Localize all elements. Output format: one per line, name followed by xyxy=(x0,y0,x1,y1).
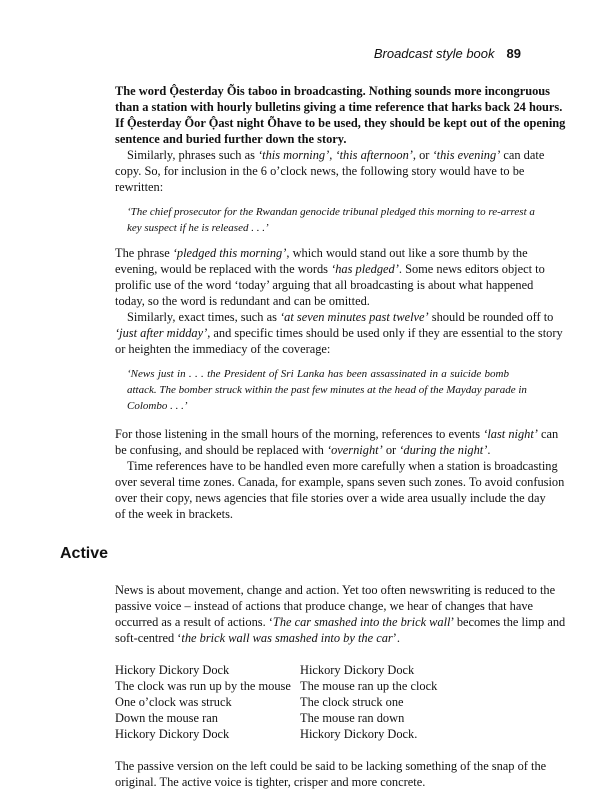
bold-paragraph xyxy=(115,83,566,147)
text: , xyxy=(329,148,336,162)
paragraph xyxy=(115,758,547,790)
text: Time references have to be handled even more carefully when a station is broadcasting xyxy=(127,459,558,473)
text-line xyxy=(115,758,547,774)
text: over their copy, news agencies that file stories over a wide area usually include the day xyxy=(115,491,546,505)
text: occurred as a result of actions. ‘ xyxy=(115,615,273,629)
block-quote xyxy=(115,204,535,236)
text-line xyxy=(115,115,566,131)
poem-line-passive: One o’clock was struck xyxy=(115,695,232,709)
text: News is about movement, change and action. Yet too often newswriting is reduced to the xyxy=(115,583,556,597)
paragraph xyxy=(115,426,565,522)
text: . xyxy=(487,443,491,457)
italic-text: ‘has pledged’ xyxy=(331,262,399,276)
poem-comparison xyxy=(115,662,521,742)
text-line xyxy=(115,163,525,179)
text-line xyxy=(127,366,509,382)
poem-active-column xyxy=(300,662,485,742)
poem-line-active: The mouse ran down xyxy=(300,711,405,725)
text-line xyxy=(115,277,534,293)
italic-text: ‘this morning’ xyxy=(258,148,330,162)
text-line xyxy=(115,99,563,115)
text: , and specific times should be used only if they are essential to the story xyxy=(207,326,563,340)
poem-line-passive: The clock was run up by the mouse xyxy=(115,679,291,693)
text: Colombo . . .’ xyxy=(127,400,188,412)
text: ‘News just in . . . the President of Sri Lanka has been assassinated in a suicide bomb xyxy=(127,368,509,380)
text: For those listening in the small hours of the morning, references to events xyxy=(115,427,484,441)
text: ’ becomes the limp and xyxy=(450,615,566,629)
text: or xyxy=(382,443,400,457)
text: soft-centred ‘ xyxy=(115,631,182,645)
text: copy. So, for inclusion in the 6 o’clock news, the following story would have to be xyxy=(115,164,525,178)
text-line xyxy=(115,614,566,630)
text-line xyxy=(115,474,565,490)
text: can xyxy=(537,427,559,441)
text-line xyxy=(115,245,528,261)
text: Similarly, exact times, such as xyxy=(127,310,281,324)
text-line xyxy=(115,426,559,442)
italic-text: ‘overnight’ xyxy=(326,443,383,457)
block-quote xyxy=(115,366,527,414)
poem-passive-column xyxy=(115,662,300,742)
italic-text: ‘this afternoon’ xyxy=(335,148,413,162)
poem-line-active: The mouse ran up the clock xyxy=(300,679,438,693)
text: If Ộesterday Õor Ộast night Õhave to be used, they should be kept out of the opening xyxy=(115,116,566,130)
text: sentence and buried further down the story. xyxy=(115,132,347,146)
italic-text: ‘just after midday’ xyxy=(115,326,208,340)
text: ’. xyxy=(392,631,400,645)
text-line xyxy=(115,630,521,646)
text: The phrase xyxy=(115,246,173,260)
italic-text: The car smashed into the brick wall xyxy=(272,615,451,629)
text-line xyxy=(115,131,521,147)
paragraph xyxy=(115,147,545,195)
text-line xyxy=(115,490,546,506)
text-line xyxy=(115,293,521,309)
text-line xyxy=(115,506,521,522)
text-line xyxy=(115,83,550,99)
text-line xyxy=(115,325,563,341)
text: , which would stand out like a sore thumb by the xyxy=(286,246,528,260)
italic-text: ‘last night’ xyxy=(483,427,538,441)
text: , or xyxy=(412,148,433,162)
text-line xyxy=(115,442,521,458)
italic-text: ‘pledged this morning’ xyxy=(172,246,287,260)
paragraph xyxy=(115,245,563,357)
paragraph xyxy=(115,582,566,646)
section-time-references xyxy=(115,83,566,522)
running-header xyxy=(374,46,521,61)
text-line xyxy=(115,309,554,325)
text: . Some news editors object to xyxy=(398,262,545,276)
text: or heighten the immediacy of the coverage: xyxy=(115,342,331,356)
text-line xyxy=(115,774,521,790)
page-number: 89 xyxy=(506,46,521,61)
section-active xyxy=(115,582,566,790)
text: Similarly, phrases such as xyxy=(127,148,258,162)
text: attack. The bomber struck within the past few minutes at the head of the Mayday parade in xyxy=(127,384,527,396)
text-line xyxy=(115,598,534,614)
poem-line-passive: Hickory Dickory Dock xyxy=(115,663,230,677)
italic-text: ‘during the night’ xyxy=(399,443,488,457)
text: be confusing, and should be replaced with xyxy=(115,443,327,457)
running-header-title: Broadcast style book xyxy=(373,46,495,61)
text-line xyxy=(115,147,545,163)
poem-line-active: Hickory Dickory Dock xyxy=(300,663,415,677)
text-line xyxy=(115,458,558,474)
text: of the week in brackets. xyxy=(115,507,234,521)
text: than a station with hourly bulletins giving a time reference that harks back 24 hours. xyxy=(115,100,563,114)
text-line xyxy=(115,341,521,357)
italic-text: ‘at seven minutes past twelve’ xyxy=(280,310,429,324)
poem-line-active: The clock struck one xyxy=(300,695,404,709)
text-line xyxy=(127,204,535,220)
text: can date xyxy=(500,148,545,162)
text: rewritten: xyxy=(115,180,164,194)
text: evening, would be replaced with the words xyxy=(115,262,332,276)
text: The word Ộesterday Õis taboo in broadcasting. Nothing sounds more incongruous xyxy=(115,84,550,98)
section-heading-active: Active xyxy=(60,545,109,562)
text-line xyxy=(115,261,545,277)
text: passive voice – instead of actions that produce change, we hear of changes that have xyxy=(115,599,534,613)
italic-text: ‘this evening’ xyxy=(432,148,501,162)
text: key suspect if he is released . . .’ xyxy=(127,222,269,234)
text: today, so the word is redundant and can be omitted. xyxy=(115,294,370,308)
text: should be rounded off to xyxy=(428,310,554,324)
text: The passive version on the left could be said to be lacking something of the snap of the xyxy=(115,759,547,773)
poem-line-passive: Hickory Dickory Dock xyxy=(115,727,230,741)
text-line xyxy=(127,398,509,414)
text: prolific use of the word ‘today’ arguing that all broadcasting is about what happened xyxy=(115,278,534,292)
text-line xyxy=(115,582,556,598)
italic-text: the brick wall was smashed into by the car xyxy=(181,631,393,645)
poem-line-passive: Down the mouse ran xyxy=(115,711,218,725)
text: ‘The chief prosecutor for the Rwandan genocide tribunal pledged this morning to re-arrest a xyxy=(127,206,535,218)
text-line xyxy=(115,179,521,195)
text-line xyxy=(127,382,527,398)
text: over several time zones. Canada, for example, spans seven such zones. To avoid confusion xyxy=(115,475,565,489)
page-body xyxy=(115,83,566,790)
text-line xyxy=(127,220,509,236)
poem-line-active: Hickory Dickory Dock. xyxy=(300,727,418,741)
text: original. The active voice is tighter, crisper and more concrete. xyxy=(115,775,426,789)
